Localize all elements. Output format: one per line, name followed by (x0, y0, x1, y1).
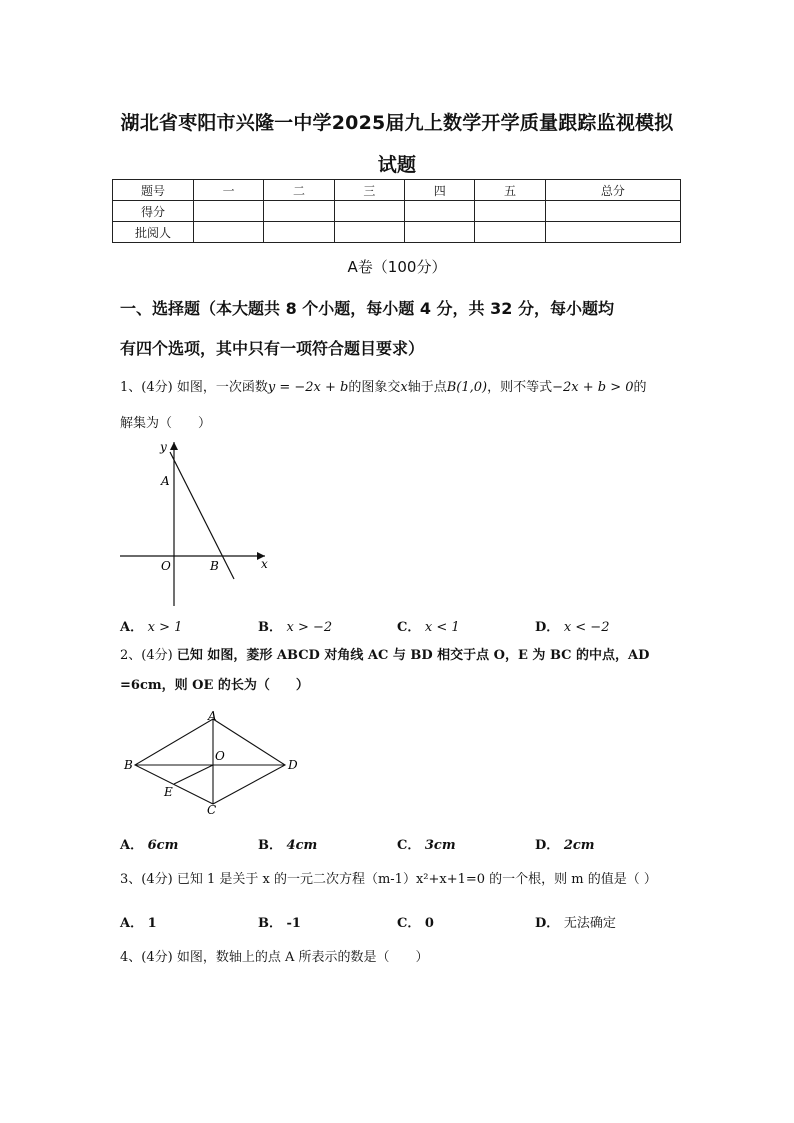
table-cell: 二 (264, 180, 334, 201)
label-a: A (208, 709, 217, 723)
table-cell (405, 201, 475, 222)
option-b: B． x > −2 (258, 620, 333, 635)
option-a: A． 1 (120, 916, 157, 931)
score-table (112, 179, 681, 243)
table-cell (334, 201, 404, 222)
table-cell (194, 201, 264, 222)
label-x: x (261, 557, 268, 571)
option-a: A． x > 1 (120, 620, 183, 635)
table-cell: 一 (194, 180, 264, 201)
label-d: D (288, 758, 298, 772)
table-cell: 总分 (545, 180, 680, 201)
question-text: ，则不等式 (487, 380, 553, 395)
label-b: B (210, 559, 219, 573)
label-c: C (207, 803, 217, 817)
function-line (170, 452, 234, 579)
table-cell (264, 201, 334, 222)
section-heading-line1: 一、选择题（本大题共 8 个小题，每小题 4 分，共 32 分，每小题均 (120, 299, 614, 318)
option-c: C． x < 1 (397, 620, 460, 635)
label-y: y (160, 440, 167, 454)
question-number: 4、(4分) (120, 950, 177, 965)
question-2-line1 (120, 646, 649, 666)
table-cell (545, 222, 680, 243)
label-e: E (164, 785, 173, 799)
math-point: B(1,0) (446, 380, 488, 395)
label-o: O (215, 749, 225, 763)
option-d: D． 2cm (535, 838, 595, 853)
table-cell: 批阅人 (113, 222, 194, 243)
table-row (113, 180, 681, 201)
question-2-line2: =6cm，则 OE 的长为（ ） (120, 678, 309, 693)
label-b: B (124, 758, 133, 772)
section-heading-line2: 有四个选项，其中只有一项符合题目要求） (120, 339, 425, 358)
question-text: 已知 1 是关于 x 的一元二次方程（m-1）x²+x+1=0 的一个根，则 m 的值是（ ） (176, 872, 657, 887)
page-title-line2: 试题 (377, 154, 417, 176)
math-inequality: −2x + b > 0 (552, 380, 634, 395)
question-text: 如图，数轴上的点 A 所表示的数是（ ） (176, 950, 429, 965)
table-cell: 题号 (113, 180, 194, 201)
question-1-line1 (120, 378, 647, 398)
option-d: D． 无法确定 (535, 916, 616, 931)
question-text: 轴于点 (407, 380, 447, 395)
question-number: 3、(4分) (120, 872, 177, 887)
table-cell: 得分 (113, 201, 194, 222)
table-cell (264, 222, 334, 243)
question-text: 的 (633, 380, 647, 395)
question-text: 已知 如图，菱形 ABCD 对角线 AC 与 BD 相交于点 O，E 为 BC 的中点，AD (176, 648, 650, 663)
question-text: 的图象交 (348, 380, 401, 395)
option-b: B． 4cm (258, 838, 318, 853)
label-o: O (161, 559, 171, 573)
segment-oe (174, 765, 213, 784)
table-cell (194, 222, 264, 243)
table-cell: 五 (475, 180, 545, 201)
table-cell (405, 222, 475, 243)
option-b: B． -1 (258, 916, 301, 931)
table-cell (475, 201, 545, 222)
question-number: 1、(4分) (120, 380, 177, 395)
table-row (113, 222, 681, 243)
math-variable: x (400, 380, 408, 395)
option-d: D． x < −2 (535, 620, 610, 635)
rhombus-outline (135, 719, 285, 804)
option-c: C． 3cm (397, 838, 456, 853)
question-number: 2、(4分) (120, 648, 177, 663)
table-cell: 三 (334, 180, 404, 201)
question-text: 如图，一次函数 (176, 380, 268, 395)
page-title: 湖北省枣阳市兴隆一中学2025届九上数学开学质量跟踪监视模拟 (120, 112, 674, 134)
option-a: A． 6cm (120, 838, 179, 853)
question-4 (120, 948, 428, 968)
y-axis-arrow (170, 442, 178, 450)
question-1-line2: 解集为（ ） (120, 416, 212, 431)
figure-rhombus (118, 708, 308, 818)
table-cell (475, 222, 545, 243)
paper-part-heading: A卷（100分） (347, 258, 447, 276)
table-cell (334, 222, 404, 243)
option-c: C． 0 (397, 916, 434, 931)
table-row (113, 201, 681, 222)
math-expression: y = −2x + b (267, 380, 349, 395)
table-cell (545, 201, 680, 222)
table-cell: 四 (405, 180, 475, 201)
label-a: A (161, 474, 170, 488)
figure-linear-function (115, 436, 275, 608)
question-3 (120, 870, 657, 890)
